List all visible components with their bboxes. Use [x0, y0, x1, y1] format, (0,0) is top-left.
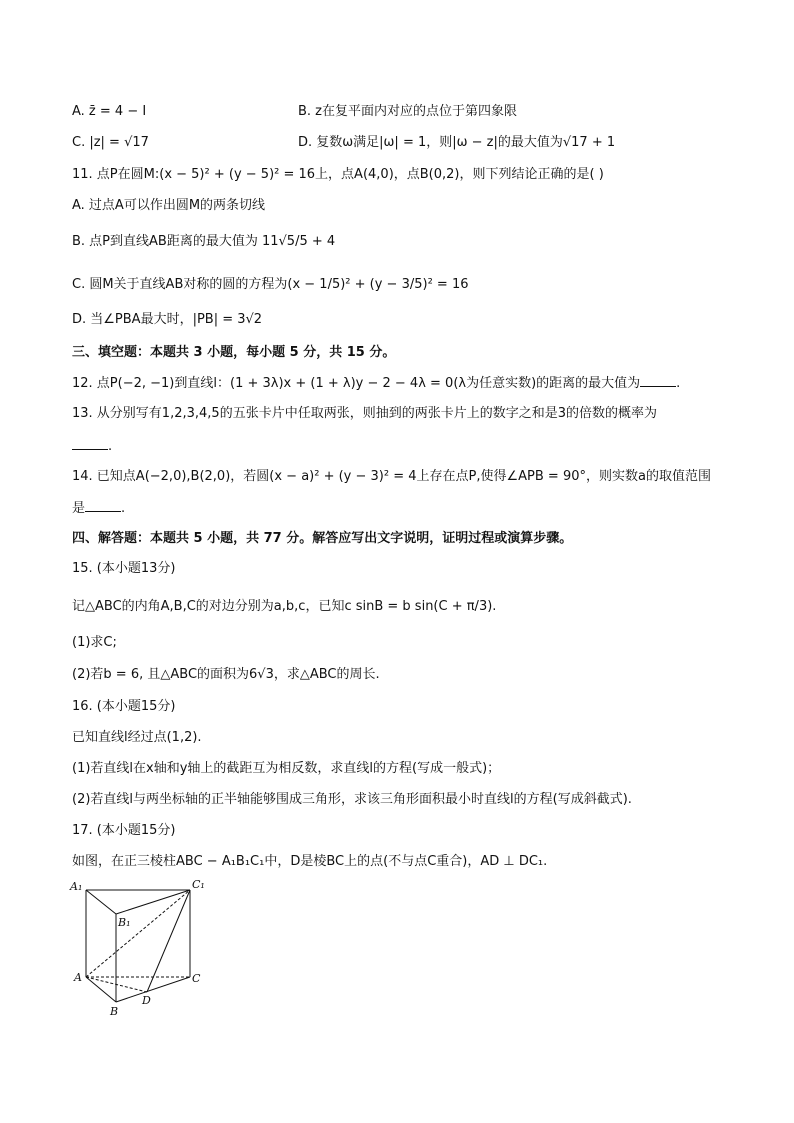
q11-option-a: A. 过点A可以作出圆M的两条切线 — [72, 198, 266, 213]
label-a1: A₁ — [70, 880, 83, 893]
q16-heading: 16. (本小题15分) — [72, 699, 176, 714]
label-b1: B₁ — [118, 916, 131, 929]
q17-heading: 17. (本小题15分) — [72, 823, 176, 838]
q15-stem: 记△ABC的内角A,B,C的对边分别为a,b,c，已知c sinB = b sin(C + π/3). — [72, 599, 497, 614]
q12-text: 12. 点P(−2, −1)到直线l：(1 + 3λ)x + (1 + λ)y − 2 − 4λ = 0(λ为任意实数)的距离的最大值为 — [72, 376, 641, 391]
q15-heading: 15. (本小题13分) — [72, 561, 176, 576]
q11-option-c: C. 圆M关于直线AB对称的圆的方程为(x − 1/5)² + (y − 3/5)² = 16 — [72, 277, 469, 292]
q14-line1: 14. 已知点A(−2,0),B(2,0)，若圆(x − a)² + (y − 3)² = 4上存在点P,使得∠APB = 90°，则实数a的取值范围 — [72, 469, 711, 484]
q10-option-d: D. 复数ω满足|ω| = 1，则|ω − z|的最大值为√17 + 1 — [298, 135, 616, 150]
q15-part2: (2)若b = 6, 且△ABC的面积为6√3，求△ABC的周长. — [72, 667, 380, 682]
q10-option-b: B. z在复平面内对应的点位于第四象限 — [298, 104, 518, 119]
section-4-heading: 四、解答题：本题共 5 小题，共 77 分。解答应写出文字说明，证明过程或演算步骤。 — [72, 531, 573, 546]
q14-line2: 是 . — [72, 501, 126, 516]
q10-option-a: A. z̄ = 4 − I — [72, 104, 147, 119]
q11-stem: 11. 点P在圆M:(x − 5)² + (y − 5)² = 16上，点A(4,0)，点B(0,2)，则下列结论正确的是( ) — [72, 167, 604, 182]
label-a: A — [74, 971, 82, 984]
q13-line1: 13. 从分别写有1,2,3,4,5的五张卡片中任取两张，则抽到的两张卡片上的数字之和是3的倍数的概率为 — [72, 406, 657, 421]
q16-part2: (2)若直线l与两坐标轴的正半轴能够围成三角形，求该三角形面积最小时直线l的方程(写成斜截式). — [72, 792, 632, 807]
section-3-heading: 三、填空题：本题共 3 小题，每小题 5 分，共 15 分。 — [72, 345, 396, 360]
q17-stem: 如图，在正三棱柱ABC − A₁B₁C₁中，D是棱BC上的点(不与点C重合)，AD ⊥ DC₁. — [72, 854, 548, 869]
label-d: D — [142, 994, 151, 1007]
label-b: B — [110, 1005, 119, 1018]
answer-blank — [72, 437, 108, 450]
answer-blank — [640, 374, 676, 387]
label-c: C — [192, 972, 201, 985]
q12: 12. 点P(−2, −1)到直线l：(1 + 3λ)x + (1 + λ)y − 2 − 4λ = 0(λ为任意实数)的距离的最大值为 . — [72, 376, 681, 391]
q16-part1: (1)若直线l在x轴和y轴上的截距互为相反数，求直线l的方程(写成一般式)； — [72, 761, 501, 776]
q11-option-b: B. 点P到直线AB距离的最大值为 11√5/5 + 4 — [72, 234, 336, 249]
q14-line2-text: 是 — [72, 501, 86, 516]
q16-stem: 已知直线l经过点(1,2). — [72, 730, 202, 745]
q10-option-c: C. |z| = √17 — [72, 135, 149, 150]
prism-figure — [68, 876, 218, 1026]
q11-option-d: D. 当∠PBA最大时，|PB| = 3√2 — [72, 312, 263, 327]
label-c1: C₁ — [192, 878, 205, 891]
q13-line2: . — [72, 437, 112, 456]
answer-blank — [85, 499, 121, 512]
q15-part1: (1)求C; — [72, 635, 117, 650]
